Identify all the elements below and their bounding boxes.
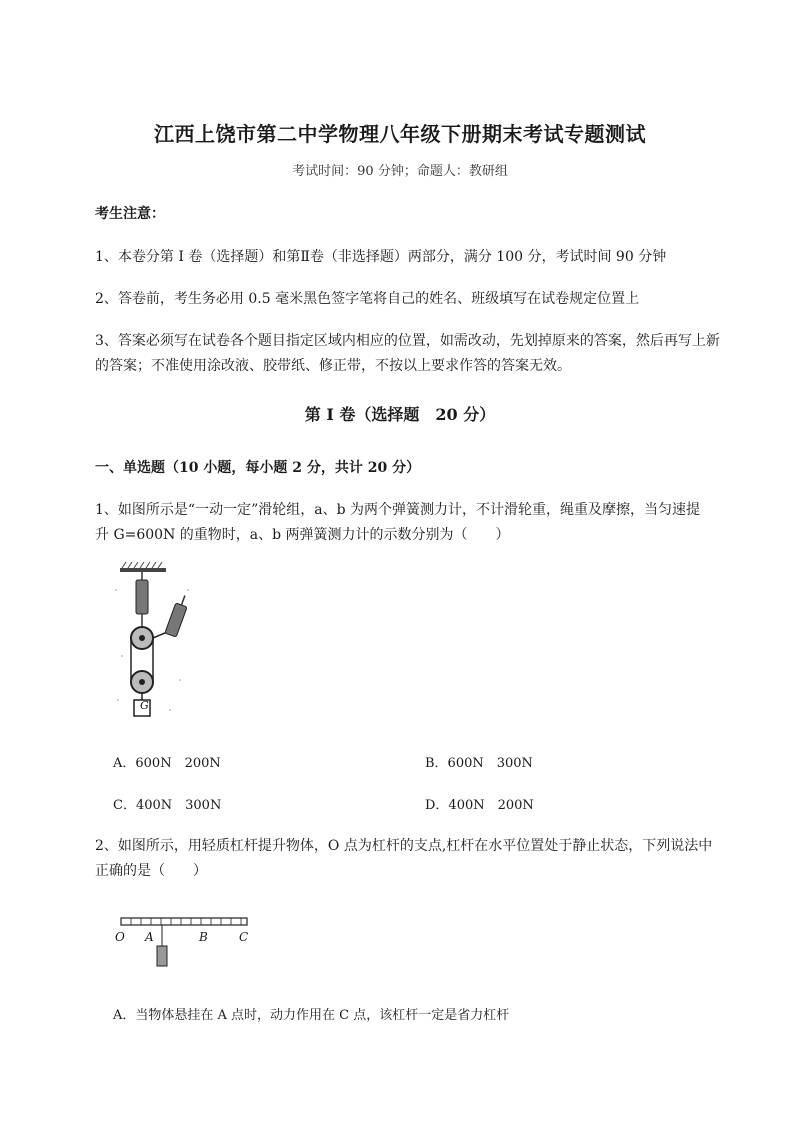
q1-option-c[interactable]: C．400N 300N [113,798,222,813]
q1-option-d[interactable]: D．400N 200N [425,798,534,813]
page-title: 江西上饶市第二中学物理八年级下册期末考试专题测试 [154,122,646,146]
pulley-figure [110,560,200,720]
q1-option-b[interactable]: B．600N 300N [425,756,533,771]
lever-label-a: A [145,930,154,944]
lever-label-c: C [239,930,249,944]
q1-option-a[interactable]: A．600N 200N [113,756,221,771]
weight-label: G [140,699,149,712]
lever-figure [115,912,255,972]
exam-info: 考试时间：90 分钟；命题人：教研组 [292,164,508,179]
question-1-text-cont: 升 G=600N 的重物时，a、b 两弹簧测力计的示数分别为（ ） [95,527,510,543]
lever-label-b: B [199,930,208,944]
section-title: 第 I 卷（选择题 20 分） [304,405,496,424]
lever-label-o: O [115,930,125,944]
question-2-text: 2、如图所示，用轻质杠杆提升物体，O 点为杠杆的支点,杠杆在水平位置处于静止状态，下列说法中 [95,838,713,854]
notice-item-1: 1、本卷分第 I 卷（选择题）和第Ⅱ卷（非选择题）两部分，满分 100 分，考试时间 90 分钟 [95,249,667,265]
question-1-text: 1、如图所示是“一动一定”滑轮组，a、b 为两个弹簧测力计，不计滑轮重，绳重及摩擦，当匀速提 [95,502,700,518]
notice-heading: 考生注意： [95,206,165,222]
notice-item-3: 3、答案必须写在试卷各个题目指定区域内相应的位置，如需改动，先划掉原来的答案，然后再写上新 [95,333,720,349]
notice-item-2: 2、答卷前，考生务必用 0.5 毫米黑色签字笔将自己的姓名、班级填写在试卷规定位置上 [95,291,640,307]
question-2-text-cont: 正确的是（ ） [95,863,207,879]
q2-option-a[interactable]: A．当物体悬挂在 A 点时，动力作用在 C 点，该杠杆一定是省力杠杆 [113,1008,510,1023]
notice-item-3-cont: 的答案；不准使用涂改液、胶带纸、修正带，不按以上要求作答的答案无效。 [95,358,571,374]
part-heading: 一、单选题（10 小题，每小题 2 分，共计 20 分） [95,460,421,476]
